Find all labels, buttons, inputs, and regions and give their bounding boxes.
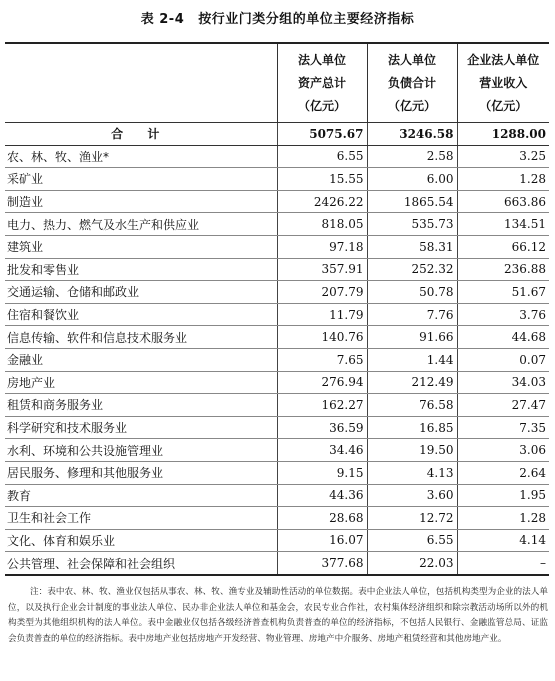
assets-cell: 6.55 xyxy=(277,145,367,168)
revenue-cell: 34.03 xyxy=(457,371,549,394)
industry-cell: 制造业 xyxy=(5,190,277,213)
total-row xyxy=(5,123,549,146)
liabilities-cell: 16.85 xyxy=(367,416,457,439)
industry-cell: 交通运输、仓储和邮政业 xyxy=(5,281,277,304)
assets-cell: 16.07 xyxy=(277,529,367,552)
table-row xyxy=(5,348,549,371)
table-row xyxy=(5,461,549,484)
industry-cell: 金融业 xyxy=(5,348,277,371)
revenue-cell: 51.67 xyxy=(457,281,549,304)
liabilities-cell: 535.73 xyxy=(367,213,457,236)
industry-cell: 居民服务、修理和其他服务业 xyxy=(5,461,277,484)
liabilities-cell: 12.72 xyxy=(367,507,457,530)
table-row xyxy=(5,552,549,575)
revenue-cell: 1.28 xyxy=(457,168,549,191)
table-row xyxy=(5,507,549,530)
industry-cell: 电力、热力、燃气及水生产和供应业 xyxy=(5,213,277,236)
revenue-cell: 7.35 xyxy=(457,416,549,439)
industry-cell: 农、林、牧、渔业* xyxy=(5,145,277,168)
economic-indicators-table xyxy=(5,42,549,576)
liabilities-cell: 6.55 xyxy=(367,529,457,552)
total-label: 合 计 xyxy=(5,123,277,146)
liabilities-cell: 3.60 xyxy=(367,484,457,507)
assets-cell: 818.05 xyxy=(277,213,367,236)
table-row xyxy=(5,371,549,394)
table-row xyxy=(5,168,549,191)
revenue-cell: 66.12 xyxy=(457,235,549,258)
assets-cell: 44.36 xyxy=(277,484,367,507)
total-assets: 5075.67 xyxy=(277,123,367,146)
liabilities-cell: 22.03 xyxy=(367,552,457,575)
header-assets: 法人单位 资产总计 （亿元） xyxy=(277,43,367,123)
table-row xyxy=(5,190,549,213)
liabilities-cell: 7.76 xyxy=(367,303,457,326)
industry-cell: 卫生和社会工作 xyxy=(5,507,277,530)
table-footnote: 注：表中农、林、牧、渔业仅包括从事农、林、牧、渔专业及辅助性活动的单位数据。表中企业法人单位，包括机构类型为企业的法人单位，以及执行企业会计制度的事业法人单位、民办非企业法人单位和基金会，农民专业合作社，农村集体经济组织和除宗教活动场所以外的机构类型为其他组织机构的法人单位。表中金融业仅包括各级经济普查机构负责普查的单位的经济指标，不包括人民银行、金融监管总局、证监会负责普查的单位的经济指标。表中房地产业包括房地产开发经营、物业管理、房地产中介服务、房地产租赁经营和其他房地产业。 xyxy=(8,587,548,644)
industry-cell: 文化、体育和娱乐业 xyxy=(5,529,277,552)
table-row xyxy=(5,416,549,439)
liabilities-cell: 58.31 xyxy=(367,235,457,258)
assets-cell: 7.65 xyxy=(277,348,367,371)
table-row xyxy=(5,303,549,326)
revenue-cell: 44.68 xyxy=(457,326,549,349)
industry-cell: 水利、环境和公共设施管理业 xyxy=(5,439,277,462)
liabilities-cell: 4.13 xyxy=(367,461,457,484)
industry-cell: 住宿和餐饮业 xyxy=(5,303,277,326)
table-row xyxy=(5,484,549,507)
industry-cell: 建筑业 xyxy=(5,235,277,258)
assets-cell: 34.46 xyxy=(277,439,367,462)
revenue-cell: 2.64 xyxy=(457,461,549,484)
table-row xyxy=(5,326,549,349)
assets-cell: 28.68 xyxy=(277,507,367,530)
revenue-cell: 3.76 xyxy=(457,303,549,326)
table-row xyxy=(5,394,549,417)
revenue-cell: 134.51 xyxy=(457,213,549,236)
industry-cell: 科学研究和技术服务业 xyxy=(5,416,277,439)
total-liabilities: 3246.58 xyxy=(367,123,457,146)
assets-cell: 140.76 xyxy=(277,326,367,349)
industry-cell: 房地产业 xyxy=(5,371,277,394)
assets-cell: 11.79 xyxy=(277,303,367,326)
revenue-cell: 3.06 xyxy=(457,439,549,462)
table-row xyxy=(5,213,549,236)
revenue-cell: 1.95 xyxy=(457,484,549,507)
liabilities-cell: 76.58 xyxy=(367,394,457,417)
liabilities-cell: 91.66 xyxy=(367,326,457,349)
header-revenue: 企业法人单位 营业收入 （亿元） xyxy=(457,43,549,123)
assets-cell: 357.91 xyxy=(277,258,367,281)
revenue-cell: 3.25 xyxy=(457,145,549,168)
liabilities-cell: 2.58 xyxy=(367,145,457,168)
industry-cell: 批发和零售业 xyxy=(5,258,277,281)
revenue-cell: 4.14 xyxy=(457,529,549,552)
revenue-cell: 0.07 xyxy=(457,348,549,371)
assets-cell: 97.18 xyxy=(277,235,367,258)
table-title-text: 按行业门类分组的单位主要经济指标 xyxy=(198,12,415,27)
revenue-cell: – xyxy=(457,552,549,575)
table-row xyxy=(5,258,549,281)
assets-cell: 207.79 xyxy=(277,281,367,304)
total-revenue: 1288.00 xyxy=(457,123,549,146)
industry-cell: 信息传输、软件和信息技术服务业 xyxy=(5,326,277,349)
revenue-cell: 1.28 xyxy=(457,507,549,530)
header-row xyxy=(5,43,549,123)
revenue-cell: 236.88 xyxy=(457,258,549,281)
industry-cell: 公共管理、社会保障和社会组织 xyxy=(5,552,277,575)
table-row xyxy=(5,529,549,552)
header-liabilities: 法人单位 负债合计 （亿元） xyxy=(367,43,457,123)
liabilities-cell: 1.44 xyxy=(367,348,457,371)
liabilities-cell: 212.49 xyxy=(367,371,457,394)
industry-cell: 租赁和商务服务业 xyxy=(5,394,277,417)
assets-cell: 36.59 xyxy=(277,416,367,439)
table-row xyxy=(5,235,549,258)
table-row xyxy=(5,145,549,168)
liabilities-cell: 6.00 xyxy=(367,168,457,191)
table-number: 表 2-4 xyxy=(140,12,185,27)
table-title xyxy=(0,8,555,27)
liabilities-cell: 19.50 xyxy=(367,439,457,462)
table-row xyxy=(5,439,549,462)
header-industry xyxy=(5,43,277,123)
assets-cell: 377.68 xyxy=(277,552,367,575)
industry-cell: 采矿业 xyxy=(5,168,277,191)
revenue-cell: 663.86 xyxy=(457,190,549,213)
assets-cell: 15.55 xyxy=(277,168,367,191)
liabilities-cell: 50.78 xyxy=(367,281,457,304)
assets-cell: 2426.22 xyxy=(277,190,367,213)
assets-cell: 162.27 xyxy=(277,394,367,417)
assets-cell: 276.94 xyxy=(277,371,367,394)
liabilities-cell: 1865.54 xyxy=(367,190,457,213)
table-row xyxy=(5,281,549,304)
revenue-cell: 27.47 xyxy=(457,394,549,417)
industry-cell: 教育 xyxy=(5,484,277,507)
assets-cell: 9.15 xyxy=(277,461,367,484)
liabilities-cell: 252.32 xyxy=(367,258,457,281)
